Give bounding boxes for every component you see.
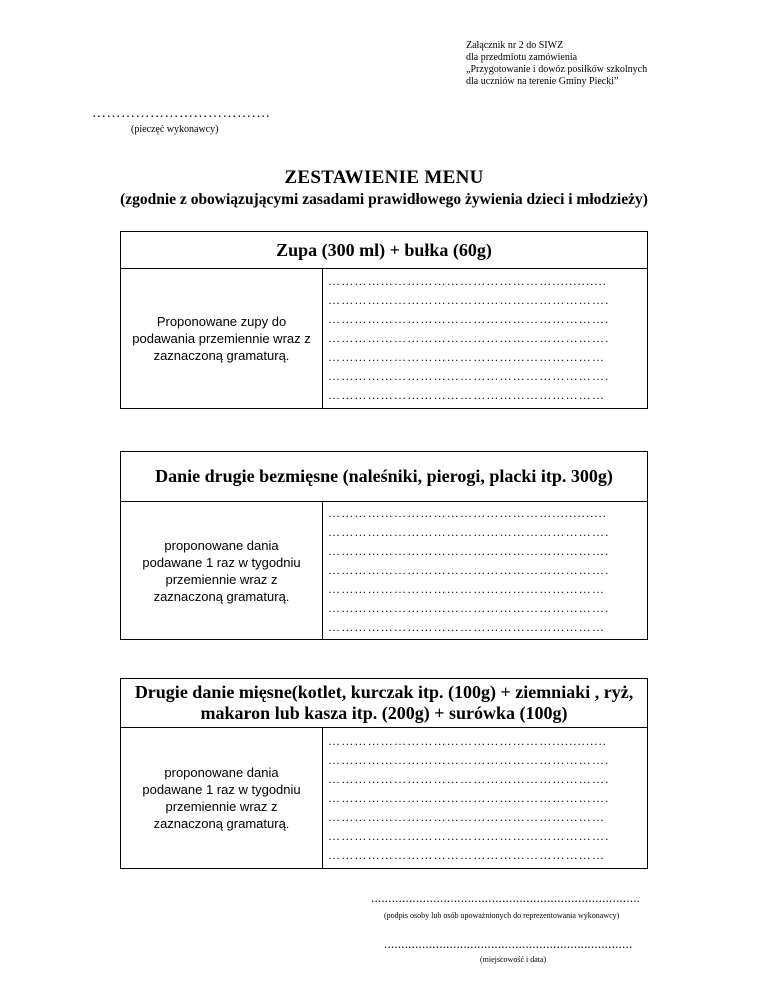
fill-in-line[interactable]: ………………………………………………………. <box>328 293 610 307</box>
fill-in-line[interactable]: ……………………………………………………… <box>328 847 606 862</box>
fill-in-line[interactable]: ………………………………………………………. <box>328 544 610 558</box>
fill-in-lines[interactable] <box>324 502 638 639</box>
section-meat-dish <box>120 678 648 869</box>
fill-in-line[interactable]: ………………………………………………………. <box>328 525 610 539</box>
fill-in-line[interactable]: ………………………………………………………. <box>328 369 610 383</box>
fill-in-line[interactable]: ………………………………………………………. <box>328 828 610 843</box>
fill-in-line[interactable]: ……………………………………………............. <box>328 733 607 748</box>
fill-in-line[interactable]: ……………………………………………………… <box>328 388 606 402</box>
fill-in-line[interactable]: ……………………………………………………… <box>328 582 606 596</box>
fill-in-line[interactable]: ………………………………………………………. <box>328 790 610 805</box>
section-description-text: proponowane dania podawane 1 raz w tygodniu przemiennie wraz z zaznaczoną gramaturą. <box>142 537 301 604</box>
section-header: Danie drugie bezmięsne (naleśniki, pierogi, placki itp. 300g) <box>121 452 647 502</box>
fill-in-line[interactable]: ………………………………………………………. <box>328 312 610 326</box>
fill-in-line[interactable]: ………………………………………………………. <box>328 752 610 767</box>
signature-caption: (podpis osoby lub osób upoważnionych do reprezentowania wykonawcy) <box>384 911 620 920</box>
fill-in-line[interactable]: ……………………………………………………… <box>328 809 606 824</box>
fill-in-lines[interactable] <box>324 269 638 408</box>
signature-dotted-line[interactable]: .............................................................................. <box>371 890 641 905</box>
section-description <box>121 728 323 868</box>
fill-in-line[interactable]: ………………………………………………………. <box>328 331 610 345</box>
attachment-line: dla przedmiotu zamówienia <box>466 52 578 63</box>
section-soup <box>120 231 648 409</box>
fill-in-line[interactable]: ……………………………………………............. <box>328 274 607 288</box>
place-date-dotted-line[interactable]: ........................................................................ <box>384 936 633 951</box>
attachment-line: dla uczniów na terenie Gminy Piecki” <box>466 76 619 87</box>
stamp-dotted-line: ………………………………. <box>92 106 270 121</box>
fill-in-line[interactable]: ………………………………………………………. <box>328 601 610 615</box>
fill-in-line[interactable]: ……………………………………………............. <box>328 506 607 520</box>
page-title: ZESTAWIENIE MENU <box>284 167 484 188</box>
section-meatless-dish <box>120 451 648 640</box>
section-description-text: Proponowane zupy do podawania przemiennie wraz z zaznaczoną gramaturą. <box>132 314 311 363</box>
stamp-caption: (pieczęć wykonawcy) <box>131 124 219 135</box>
place-date-caption: (miejscowość i data) <box>480 955 547 964</box>
fill-in-line[interactable]: ……………………………………………………… <box>328 350 606 364</box>
section-header: Zupa (300 ml) + bułka (60g) <box>121 232 647 269</box>
fill-in-lines[interactable] <box>324 728 638 868</box>
section-header: Drugie danie mięsne(kotlet, kurczak itp. (100g) + ziemniaki , ryż, makaron lub kasza itp. (200g) + surówka (100g) <box>121 679 647 728</box>
attachment-line: „Przygotowanie i dowóz posiłków szkolnych <box>466 64 648 75</box>
section-description-text: proponowane dania podawane 1 raz w tygodniu przemiennie wraz z zaznaczoną gramaturą. <box>142 765 301 831</box>
attachment-line: Załącznik nr 2 do SIWZ <box>466 40 564 51</box>
fill-in-line[interactable]: ………………………………………………………. <box>328 563 610 577</box>
attachment-note <box>466 40 647 88</box>
section-description <box>121 502 323 639</box>
section-description <box>121 269 323 408</box>
page-subtitle: (zgodnie z obowiązującymi zasadami prawidłowego żywienia dzieci i młodzieży) <box>120 191 648 208</box>
fill-in-line[interactable]: ……………………………………………………… <box>328 620 606 634</box>
fill-in-line[interactable]: ………………………………………………………. <box>328 771 610 786</box>
